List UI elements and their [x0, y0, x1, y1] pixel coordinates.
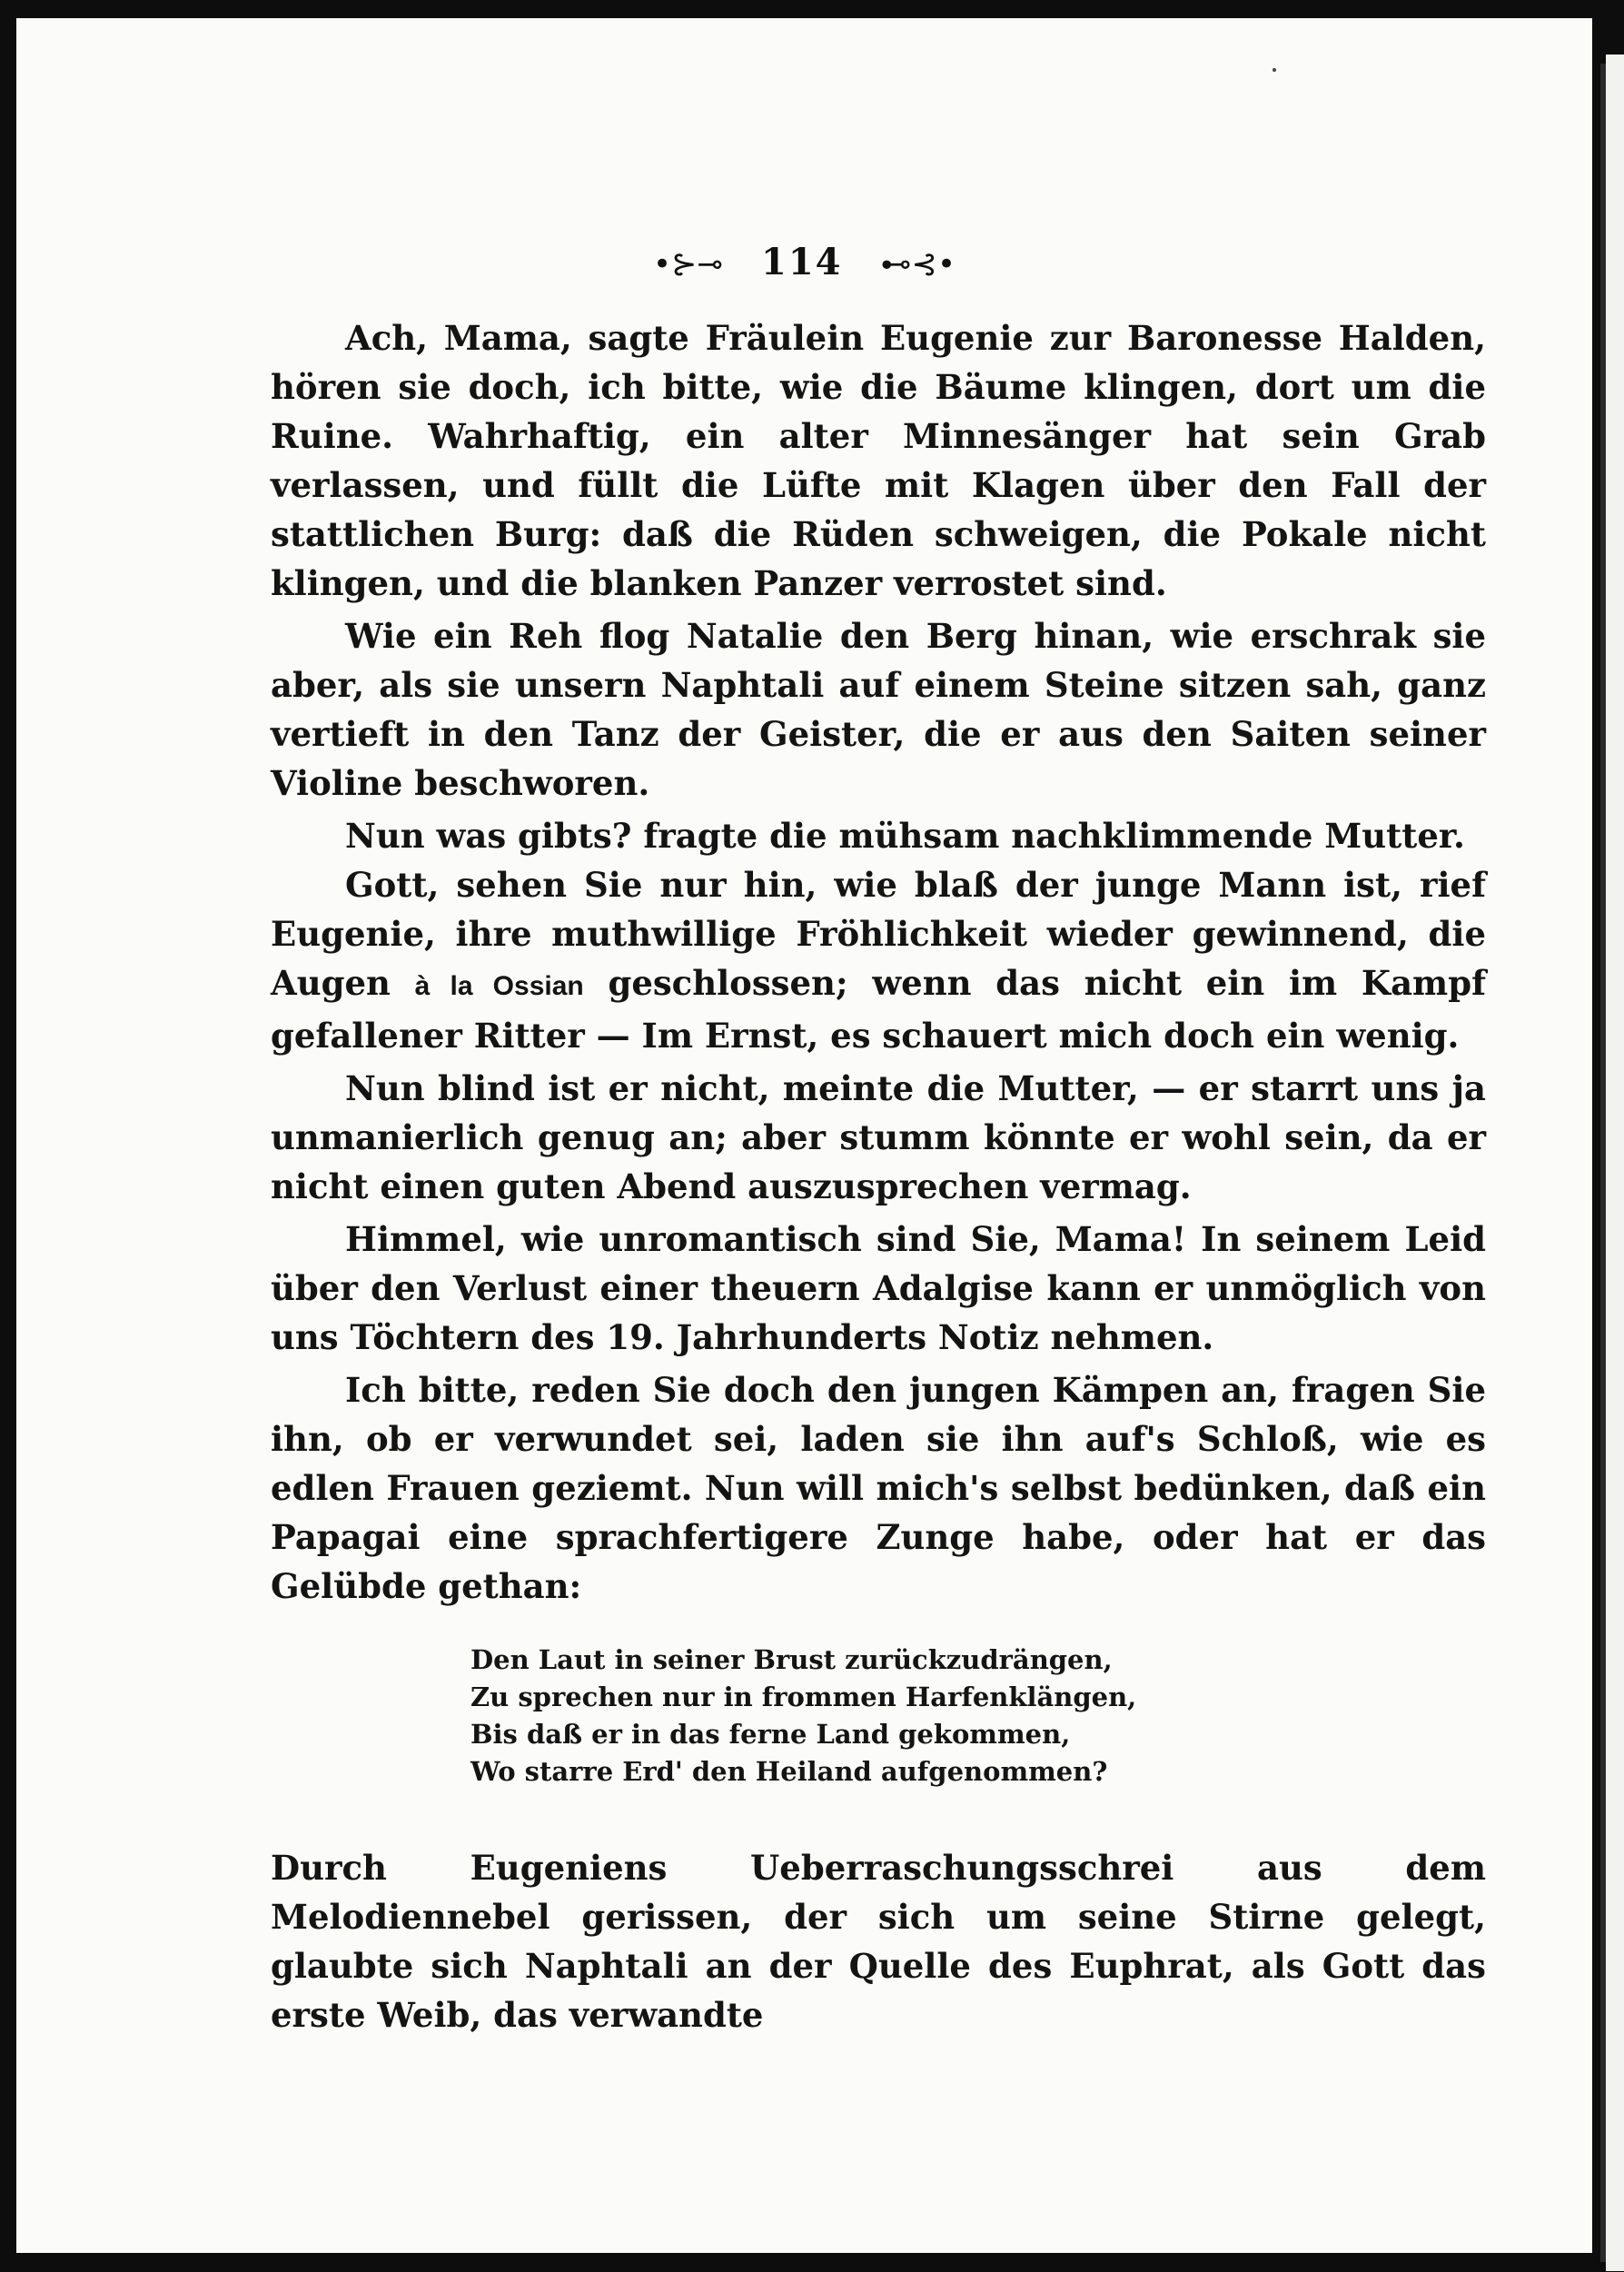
- header-ornament-right: ⊷⊰•: [880, 246, 956, 283]
- header-ornament-left: •⊱⊸: [652, 246, 723, 283]
- paragraph: Nun blind ist er nicht, meinte die Mutter, — er starrt uns ja unmanierlich genug an; aber stumm könnte er wohl sein, da er nicht einen guten Abend auszusprechen vermag.: [271, 1068, 1486, 1206]
- verse-line: Zu sprechen nur in frommen Harfenklängen,: [470, 1682, 1137, 1712]
- verse-line: Wo starre Erd' den Heiland aufgenommen?: [470, 1756, 1108, 1787]
- latin-phrase: à la Ossian: [414, 971, 584, 1001]
- book-page: [16, 18, 1592, 2253]
- paragraph: Nun was gibts? fragte die mühsam nachklimmende Mutter.: [345, 816, 1465, 856]
- paragraph: Durch Eugeniens Ueberraschungsschrei aus dem Melodiennebel gerissen, der sich um seine Stirne gelegt, glaubte sich Naphtali an der Quelle des Euphrat, als Gott das erste Weib, das verwandte: [271, 1848, 1486, 2035]
- body-text: [271, 313, 1486, 2043]
- paragraph: Himmel, wie unromantisch sind Sie, Mama! In seinem Leid über den Verlust einer theuern Adalgise kann er unmöglich von uns Töchtern des 19. Jahrhunderts Notiz nehmen.: [271, 1219, 1486, 1357]
- verse-block: [470, 1642, 1486, 1791]
- verse-line: Den Laut in seiner Brust zurückzudrängen,: [470, 1644, 1113, 1675]
- page-number: 114: [760, 241, 843, 283]
- paragraph: Ich bitte, reden Sie doch den jungen Kämpen an, fragen Sie ihn, ob er verwundet sei, laden sie ihn auf's Schloß, wie es edlen Frauen geziemt. Nun will mich's selbst bedünken, daß ein Papagai eine sprachfertigere Zunge habe, oder hat er das Gelübde gethan:: [271, 1370, 1486, 1606]
- paragraph: Wie ein Reh flog Natalie den Berg hinan, wie erschrak sie aber, als sie unsern Naphtali auf einem Steine sitzen sah, ganz vertieft in den Tanz der Geister, die er aus den Saiten seiner Violine beschworen.: [271, 616, 1486, 803]
- page-header: [16, 241, 1592, 283]
- speck: [1272, 68, 1276, 72]
- paragraph: [271, 860, 1486, 1060]
- next-page-edge: [1606, 55, 1624, 2271]
- paragraph-text: Gott, sehen Sie nur hin, wie blaß der junge Mann ist, rief Eugenie, ihre muthwillige Fröhlichkeit wieder gewinnend, die Augen: [271, 865, 1486, 1003]
- verse-line: Bis daß er in das ferne Land gekommen,: [470, 1719, 1071, 1750]
- paragraph: Ach, Mama, sagte Fräulein Eugenie zur Baronesse Halden, hören sie doch, ich bitte, wie die Bäume klingen, dort um die Ruine. Wahrhaftig, ein alter Minnesänger hat sein Grab verlassen, und füllt die Lüfte mit Klagen über den Fall der stattlichen Burg: daß die Rüden schweigen, die Pokale nicht klingen, und die blanken Panzer verrostet sind.: [271, 318, 1486, 603]
- paragraph-text: geschlossen; wenn das nicht ein im Kampf gefallener Ritter — Im Ernst, es schauert mich doch ein wenig.: [271, 963, 1486, 1056]
- page-binding-shadow: [1600, 64, 1606, 2262]
